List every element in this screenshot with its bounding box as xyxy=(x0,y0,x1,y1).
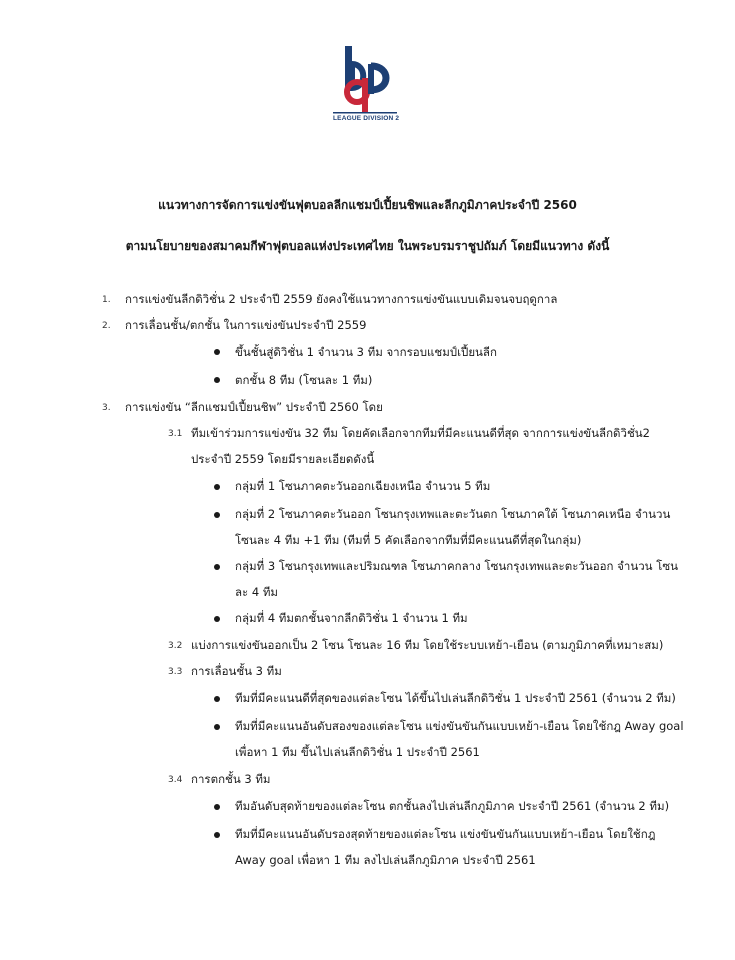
bullet-text: ทีมที่มีคะแนนดีที่สุดของแต่ละโซน ได้ขึ้นไปเล่นลีกดิวิชั่น 1 ประจำปี 2561 (จำนวน 2 ทีม) xyxy=(235,691,676,705)
bullet-text: กลุ่มที่ 2 โซนภาคตะวันออก โซนกรุงเทพและตะวันตก โซนภาคใต้ โซนภาคเหนือ จำนวน xyxy=(235,507,671,521)
bullet-icon xyxy=(214,564,220,570)
bullet-text: กลุ่มที่ 4 ทีมตกชั้นจากลีกดิวิชั่น 1 จำนวน 1 ทีม xyxy=(235,611,468,625)
bullet-icon xyxy=(214,832,220,838)
bullet-icon xyxy=(214,484,220,490)
bullet-text: โซนละ 4 ทีม +1 ทีม (ทีมที่ 5 คัดเลือกจากทีมที่มีคะแนนดีที่สุดในกลุ่ม) xyxy=(235,533,582,547)
subitem-number: 3.1 xyxy=(168,429,183,439)
item-text: การแข่งขัน “ลีกแชมป์เปี้ยนชิพ” ประจำปี 2560 โดย xyxy=(125,400,383,414)
logo-caption: LEAGUE DIVISION 2 xyxy=(333,115,400,122)
item-number: 2. xyxy=(102,321,111,331)
bullet-text: ตกชั้น 8 ทีม (โซนละ 1 ทีม) xyxy=(235,373,373,387)
item-text: การเลื่อนชั้น/ตกชั้น ในการแข่งขันประจำปี 2559 xyxy=(125,318,367,332)
bullet-text: ทีมอันดับสุดท้ายของแต่ละโซน ตกชั้นลงไปเล่นลีกภูมิภาค ประจำปี 2561 (จำนวน 2 ทีม) xyxy=(235,799,670,813)
bullet-text: ทีมที่มีคะแนนอันดับรองสุดท้ายของแต่ละโซน แข่งขันขันกันแบบเหย้า-เยือน โดยใช้กฎ xyxy=(235,827,656,841)
bullet-text: กลุ่มที่ 1 โซนภาคตะวันออกเฉียงเหนือ จำนวน 5 ทีม xyxy=(235,479,491,493)
subitem-text: การเลื่อนชั้น 3 ทีม xyxy=(191,664,282,678)
bullet-icon xyxy=(214,804,220,810)
subitem-text: ประจำปี 2559 โดยมีรายละเอียดดังนี้ xyxy=(191,452,375,466)
document-title: แนวทางการจัดการแข่งขันฟุตบอลลีกแชมป์เปี้ยนชิพและลีกภูมิภาคประจำปี 2560 xyxy=(158,198,577,212)
bullet-icon xyxy=(214,349,220,355)
league-logo xyxy=(333,44,400,126)
subitem-number: 3.3 xyxy=(168,667,183,677)
bullet-icon xyxy=(214,696,220,702)
league-division-2-logo-icon xyxy=(333,44,397,114)
subitem-text: ทีมเข้าร่วมการแข่งขัน 32 ทีม โดยคัดเลือกจากทีมที่มีคะแนนดีที่สุด จากการแข่งขันลีกดิวิชั่น2 xyxy=(191,426,650,440)
bullet-text: ขึ้นชั้นสู่ดิวิชั่น 1 จำนวน 3 ทีม จากรอบแชมป์เปี้ยนลีก xyxy=(235,345,497,359)
item-number: 1. xyxy=(102,295,111,305)
bullet-icon xyxy=(214,512,220,518)
item-text: การแข่งขันลีกดิวิชั่น 2 ประจำปี 2559 ยังคงใช้แนวทางการแข่งขันแบบเดิมจนจบฤดูกาล xyxy=(125,292,558,306)
bullet-icon xyxy=(214,616,220,622)
bullet-icon xyxy=(214,724,220,730)
bullet-icon xyxy=(214,377,220,383)
subitem-number: 3.2 xyxy=(168,641,183,651)
bullet-text: เพื่อหา 1 ทีม ขึ้นไปเล่นลีกดิวิชั่น 1 ประจำปี 2561 xyxy=(235,745,480,759)
subitem-text: แบ่งการแข่งขันออกเป็น 2 โซน โซนละ 16 ทีม โดยใช้ระบบเหย้า-เยือน (ตามภูมิภาคที่เหมาะสม) xyxy=(191,638,664,652)
subitem-number: 3.4 xyxy=(168,775,183,785)
bullet-text: ละ 4 ทีม xyxy=(235,585,279,599)
subitem-text: การตกชั้น 3 ทีม xyxy=(191,772,271,786)
bullet-text: กลุ่มที่ 3 โซนกรุงเทพและปริมณฑล โซนภาคกลาง โซนกรุงเทพและตะวันออก จำนวน โซน xyxy=(235,559,679,573)
bullet-text: Away goal เพื่อหา 1 ทีม ลงไปเล่นลีกภูมิภาค ประจำปี 2561 xyxy=(235,853,536,867)
bullet-text: ทีมที่มีคะแนนอันดับสองของแต่ละโซน แข่งขันขันกันแบบเหย้า-เยือน โดยใช้กฎ Away goal xyxy=(235,719,684,733)
document-subtitle: ตามนโยบายของสมาคมกีฬาฟุตบอลแห่งประเทศไทย ในพระบรมราชูปถัมภ์ โดยมีแนวทาง ดังนี้ xyxy=(125,239,610,253)
item-number: 3. xyxy=(102,403,111,413)
